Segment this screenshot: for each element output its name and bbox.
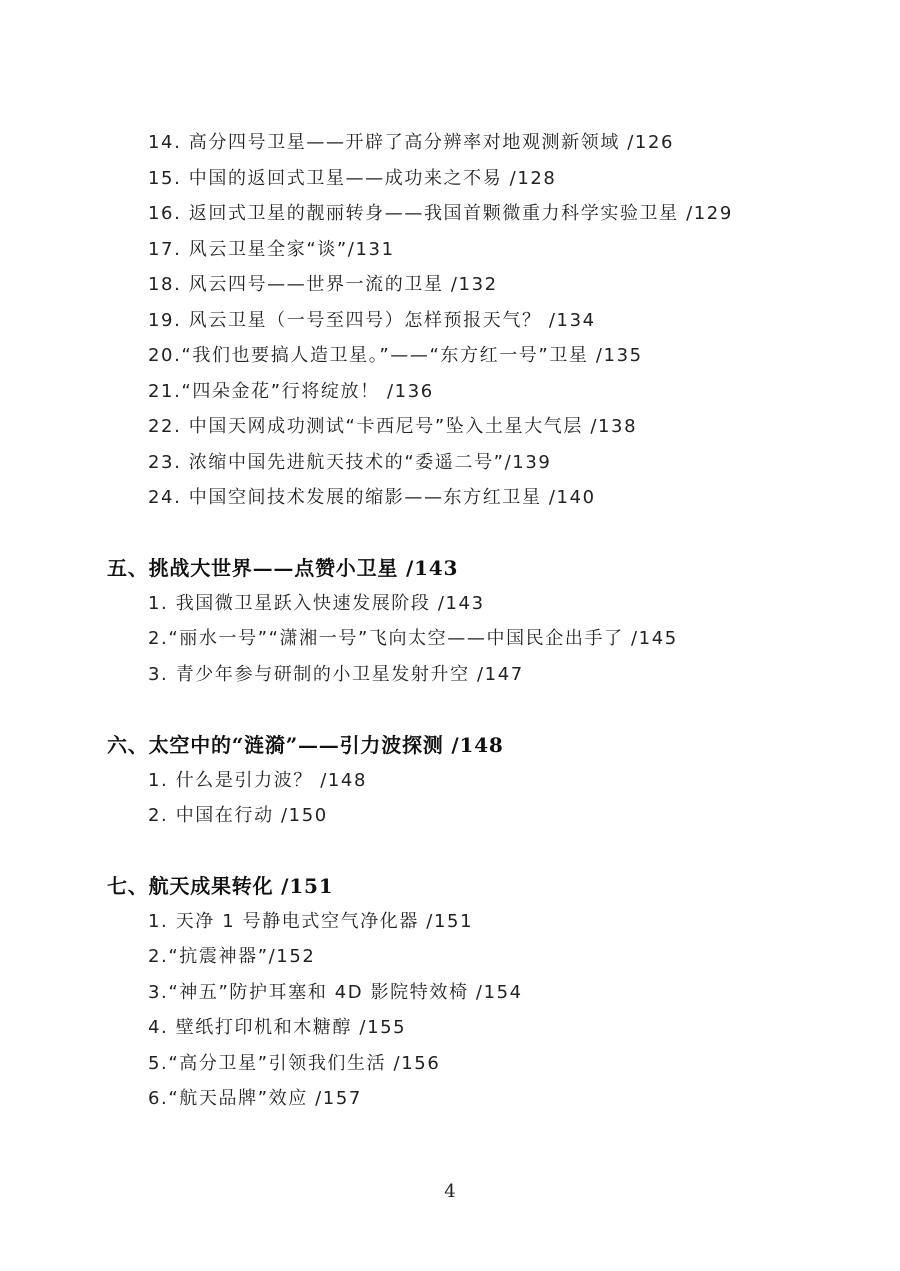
toc-entry: 1. 什么是引力波？ /148 — [148, 770, 368, 791]
section-heading: 六、太空中的“涟漪”——引力波探测 /148 — [107, 733, 504, 757]
section-heading: 七、航天成果转化 /151 — [107, 874, 334, 898]
toc-entry: 20.“我们也要搞人造卫星。”——“东方红一号”卫星 /135 — [148, 345, 643, 366]
toc-entry: 15. 中国的返回式卫星——成功来之不易 /128 — [148, 168, 557, 189]
section-heading: 五、挑战大世界——点赞小卫星 /143 — [107, 556, 459, 580]
toc-entry: 21.“四朵金花”行将绽放！ /136 — [148, 381, 434, 402]
toc-entry: 19. 风云卫星（一号至四号）怎样预报天气？ /134 — [148, 310, 596, 331]
toc-entry: 22. 中国天网成功测试“卡西尼号”坠入土星大气层 /138 — [148, 416, 638, 437]
toc-entry: 3.“神五”防护耳塞和 4D 影院特效椅 /154 — [148, 982, 523, 1003]
toc-entry: 1. 天净 1 号静电式空气净化器 /151 — [148, 911, 474, 932]
toc-entry: 16. 返回式卫星的靓丽转身——我国首颗微重力科学实验卫星 /129 — [148, 203, 733, 224]
toc-entry: 17. 风云卫星全家“谈”/131 — [148, 239, 395, 260]
toc-entry: 6.“航天品牌”效应 /157 — [148, 1088, 362, 1109]
toc-entry: 1. 我国微卫星跃入快速发展阶段 /143 — [148, 593, 485, 614]
toc-entry: 24. 中国空间技术发展的缩影——东方红卫星 /140 — [148, 487, 596, 508]
toc-entry: 18. 风云四号——世界一流的卫星 /132 — [148, 274, 498, 295]
page-number: 4 — [444, 1181, 456, 1202]
toc-entry: 2.“丽水一号”“潇湘一号”飞向太空——中国民企出手了 /145 — [148, 628, 678, 649]
toc-entry: 23. 浓缩中国先进航天技术的“委遥二号”/139 — [148, 452, 552, 473]
toc-entry: 3. 青少年参与研制的小卫星发射升空 /147 — [148, 664, 524, 685]
toc-entry: 4. 壁纸打印机和木糖醇 /155 — [148, 1017, 407, 1038]
toc-entry: 5.“高分卫星”引领我们生活 /156 — [148, 1053, 441, 1074]
toc-entry: 2.“抗震神器”/152 — [148, 946, 316, 967]
toc-entry: 14. 高分四号卫星——开辟了高分辨率对地观测新领域 /126 — [148, 132, 675, 153]
toc-entry: 2. 中国在行动 /150 — [148, 805, 328, 826]
